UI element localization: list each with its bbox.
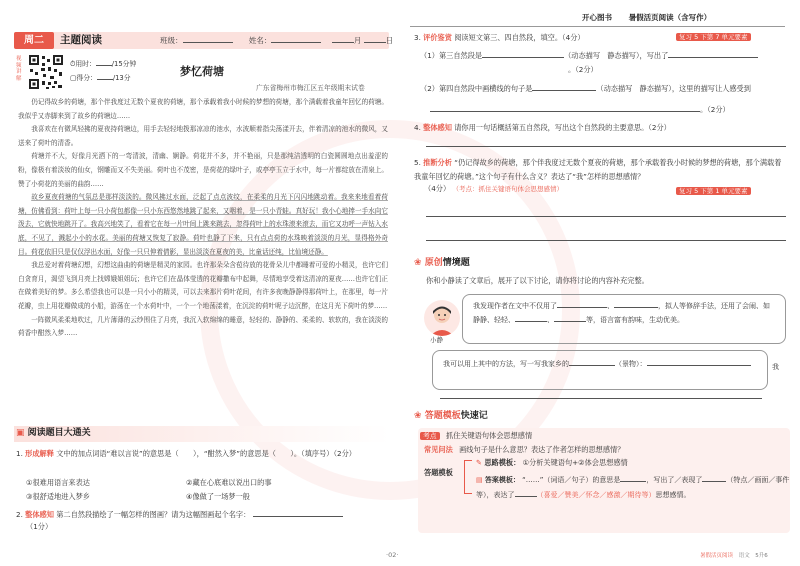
q5-answer-line[interactable] [426,216,786,217]
answer-template-blank [702,481,726,482]
brand-name: 开心图书 [582,13,612,22]
day-label: 日 [385,36,394,45]
answer-template [476,473,790,502]
template-title [414,410,488,423]
thinking-template [476,458,628,468]
article-source: 广东省梅州市梅江区五年级期末试卷 [256,84,365,92]
q5-review-label: 复习 5 下第 1 单元要素 [676,187,751,195]
kaodian-text: 抓住关键语句体会思想感情 [445,431,533,440]
question-2 [16,508,343,522]
qr-caption: 视频讲解 [16,56,22,82]
time-unit: /15分钟 [111,60,137,68]
bubble2-end: 我 [772,363,779,371]
question-5 [414,156,786,184]
q5-answer-line[interactable] [426,240,786,241]
q2-tag: 整体感知 [25,510,54,519]
article-paragraph: 故乡夏夜荷塘的气氛总是那样淡淡的。微风拂过水面，泛起了点点波纹，在柔柔的月光下闪闪地跳动着。我来来地看着荷塘，仿佛看到：荷叶上每一只小荷包都像一只小东西悠然地跳了起来，又咽着，是一只小青蛙。真好玩！我小心地捧一手水向它泼去，它就快地跳开了。我高兴地笑了，看着它在每一片叶间上跳来跳去，忽得荷叶上的水珠滚来滚去，而它又功呼一声钻入水底，不见了，溅起小小的水花。美丽的荷塘又恢复了寂静。荷叶也静了下来，只有点点荷的水珠映着淡淡的月光，显得格外奇目。荷花依旧只是仅仅浮出水面，好像一只只伸着倩影，显出淡淡在夏夜的美，比童话还纯，比仙境还静。 [18,193,388,256]
answer-template-text-b: ，写出了／表现了 [646,476,703,484]
bubble1-text-c: ，拟人等修辞手法，还用了会闹、如静静、轻轻、 [473,302,770,324]
girl-avatar-icon [424,300,460,336]
q3-sub2-line2 [430,105,730,115]
time-row [70,60,136,70]
time-label: 用时： [75,60,96,68]
bubble2-answer-line[interactable] [440,398,762,399]
q2-score: （1分） [26,522,53,531]
edit-icon: ✎ [476,458,483,467]
leaf-icon: ❀ [414,258,422,268]
q3-sub1-field-a[interactable] [482,57,564,58]
q3-sub1-field-b[interactable] [668,57,758,58]
bubble2-field-1[interactable] [569,365,615,366]
bubble1-field-1[interactable] [557,307,607,308]
q2-text: 第二自然段描绘了一幅怎样的图画？请为这幅图画起个名字： [56,510,251,519]
bubble2-text-b: （景物）： [615,360,647,368]
student-info [160,36,393,47]
day-field[interactable] [364,42,386,43]
speech-bubble-2 [432,350,768,390]
speech-bubble-1 [462,294,786,344]
answer-template-blank [620,481,646,482]
bubble2-text-a: 我可以用上其中的方法，写一写我家乡的 [443,360,569,368]
qr-code[interactable] [28,54,64,90]
template-title-a: 答题模板 [424,411,461,421]
article-paragraph: 我总爱对着荷塘幻想，幻想这曲曲的荷塘是精灵的家园。也许那朵朵含苞待放的花骨朵儿中都睡着可爱的小精灵，也许它们白贪育月，渴望飞到月亮上找嫦娥姐姐玩；也许它们在晶体莹透的花瓣撒布中起舞，尽情地享受着这清凉的夏夜……也许它们正在做着美好的梦。多么希望我也可以是一只小小的精灵，可以去来那片荷叶花间，有许多夜晚静静得那荷叶上，在那里，每一片花瓣，虫上用花瓣做成的小船，游荡在一个水荷叶中，一个一个地荡漾着，在沉淀的荷叶呢子边沉醉，在这月光下荷叶的梦…… [18,261,388,310]
q5-text: “仍记得故乡的荷塘，那个伴我度过无数个夏夜的荷塘，那个承载着我小时候的梦想的荷塘，那个满载着我童年回忆的荷塘。”这个句子有什么含义？表达了“我”怎样的思想感情？ [414,158,782,181]
q1-tag: 形成解释 [25,449,54,458]
bubble1-field-3[interactable] [515,321,547,322]
footer-series [700,553,768,561]
bubble1-field-4[interactable] [554,321,586,322]
question-1 [16,447,388,461]
q3-sub2-field-b[interactable] [430,111,700,112]
class-label: 班级： [160,36,183,45]
clock-icon: ⏱ [70,60,76,68]
article-paragraph: 我喜欢在有微风轻拂的夏夜持荷塘边，用手去轻轻地拨那凉凉的池水，水波顺着指尖荡漾开去，伴着清凉的池水的微风，又送来了荷叶的清香。 [18,125,388,147]
q3-sub2-score: 。（2分） [700,105,730,114]
answer-template-title: 答案模板： [484,476,520,484]
score-row [70,74,131,84]
bubble1-text-d: 、 [547,316,554,324]
kaodian-label: 考点 [420,432,440,440]
q5-number: 5. [414,158,421,167]
speaker-name: 小静 [430,336,443,344]
q3-sub1 [420,51,758,61]
bubble1-text-e: 等，语言富有韵味，生动优美。 [586,316,684,324]
q1-text: 文中的加点词语“难以言说”的意思是（ ），“酣然入梦”的意思是（ ）。（填序号）（2分） [56,449,356,458]
thinking-text: ①分析关键语句+②体会思想感情 [522,458,628,467]
template-title-b: 快速记 [460,411,488,421]
answer-template-blank [515,496,537,497]
bubble1-field-2[interactable] [614,307,658,308]
thinking-label: 思路模板： [484,458,521,467]
q3-number: 3. [414,33,421,42]
speaker-avatar [424,300,460,336]
q5-hint: （考点：抓住关键语句体会思想感情） [452,185,563,193]
q3-sub1-text-a: （1）第三自然段是 [420,51,483,60]
answer-template-label: 答题模板 [424,468,453,477]
questions-title-text: 阅读题目大通关 [27,428,91,438]
q1-options [26,476,386,504]
q5-meta [424,184,563,194]
q4-text: 请你用一句话概括第五自然段，写出这个自然段的主要意思。（2分） [454,123,671,132]
q3-text: 阅读短文第三、四自然段，填空。（4分） [454,33,585,42]
document-icon: ▤ [476,476,483,484]
q3-review-badge [676,32,751,42]
q4-number: 4. [414,123,421,132]
answer-template-text-c: （特点／画面／事件等），表达了 [476,476,790,499]
month-label: 月 [353,36,362,45]
brand-header [582,13,711,24]
q1-number: 1. [16,449,23,458]
section-title: 主题阅读 [60,34,102,46]
article-paragraph: 仍记得故乡的荷塘，那个伴我度过无数个夏夜的荷塘，那个承载着我小时候的梦想的荷塘，那个满载着我童年回忆的荷塘。我似乎又赤脚来到了故乡的荷塘边…… [18,98,388,120]
question-3 [414,33,585,43]
scenario-title [414,257,470,270]
name-field[interactable] [271,42,321,43]
answer-template-text-d: （喜爱／赞美／怀念／感激／期待等） [536,490,656,499]
q3-sub1-text-b: （动态描写 静态描写），写出了 [564,51,669,60]
book-icon: ▣ [16,428,25,438]
q1-option[interactable]: ①很难用语言来表达 [26,478,90,487]
score-label: 得分： [76,74,97,82]
answer-template-text-a: “……”（词语／句子）的意思是 [522,476,621,484]
name-label: 姓名： [248,36,272,45]
q3-sub2-text-b: （动态描写 静态描写），这里的描写让人感受到 [596,84,751,93]
leaf-icon: ❀ [414,411,422,421]
q5-review-badge [676,186,751,196]
score-icon: ▢ [70,74,77,82]
score-field[interactable] [97,79,113,80]
q1-option[interactable]: ②藏在心底难以说出口的事 [186,478,272,487]
footer-grade: 语文 5升6 [738,553,768,559]
time-field[interactable] [96,65,112,66]
bubble1-text-a: 我发现作者在文中不仅用了 [473,302,557,310]
q4-tag: 整体感知 [423,123,452,132]
q3-sub1-score: 。（2分） [568,65,598,74]
score-unit: /13分 [112,74,131,82]
q4-answer-line[interactable] [426,146,786,147]
footer-series-note: 暑假活页阅读 [700,553,734,559]
q2-number: 2. [16,510,23,519]
series-name: 暑假活页阅读（含写作） [628,13,712,22]
q1-option[interactable]: ④像做了一场梦一般 [186,492,250,501]
q3-sub2 [420,84,751,94]
answer-template-text-e: 思想感情。 [655,490,691,499]
class-field[interactable] [183,42,233,43]
month-field[interactable] [332,42,354,43]
q5-tag: 推断分析 [423,158,452,167]
article-title: 梦忆荷塘 [180,65,224,78]
question-4 [414,123,671,133]
article-body [18,96,388,341]
article-paragraph: 一阵微风柔柔地吹过，几片薄薄的云纱围住了月亮，我沉入软绵绵的睡意，轻轻的、静静的、柔柔的、软软的，我在淡淡的荷香中酣然入梦…… [18,315,388,338]
q5-score: （4分） [424,184,451,193]
template-kaodian [420,431,532,442]
bubble1-text-b: 、 [607,302,614,310]
scenario-title-a: 原创 [424,258,443,268]
bubble2-field-2[interactable] [647,365,751,366]
page-number: ·02· [386,551,399,559]
q3-review-label: 复习 5 下第 7 单元要素 [676,33,751,41]
q1-option[interactable]: ③很舒适地进入梦乡 [26,492,90,501]
q2-answer-field[interactable] [253,516,343,517]
template-common [424,445,624,455]
questions-section-title [16,427,91,440]
week-badge: 周二 [14,32,54,49]
article-paragraph: 荷塘并不大，好像月光洒下的一弯清波，清幽、娴静。荷花并不多，并不艳丽，只是那纯洁透明的白瓷圆圆地点出羞涩的粉，像极有着淡妆的仙女，钢雕而又不失美丽。荷叶也不茂密，是荷花的绿叶子，或亭亭玉立于水中，每一片都绽放在清泉上。赞了小荷花的美丽的曲韵…… [18,152,388,188]
scenario-intro: 你和小静读了文章后，展开了以下讨论，请你将讨论的内容补充完整。 [426,276,649,285]
q3-tag: 评价鉴赏 [423,33,452,42]
q3-sub2-text-a: （2）第四自然段中画横线的句子是 [420,84,533,93]
common-text: 画线句子是什么意思？表达了作者怎样的思想感情？ [459,445,625,454]
scenario-title-b: 情境题 [442,258,470,268]
q3-sub2-field-a[interactable] [532,90,596,91]
template-bracket [464,460,472,494]
header-divider [410,26,785,27]
common-label: 常见问法 [424,445,453,454]
